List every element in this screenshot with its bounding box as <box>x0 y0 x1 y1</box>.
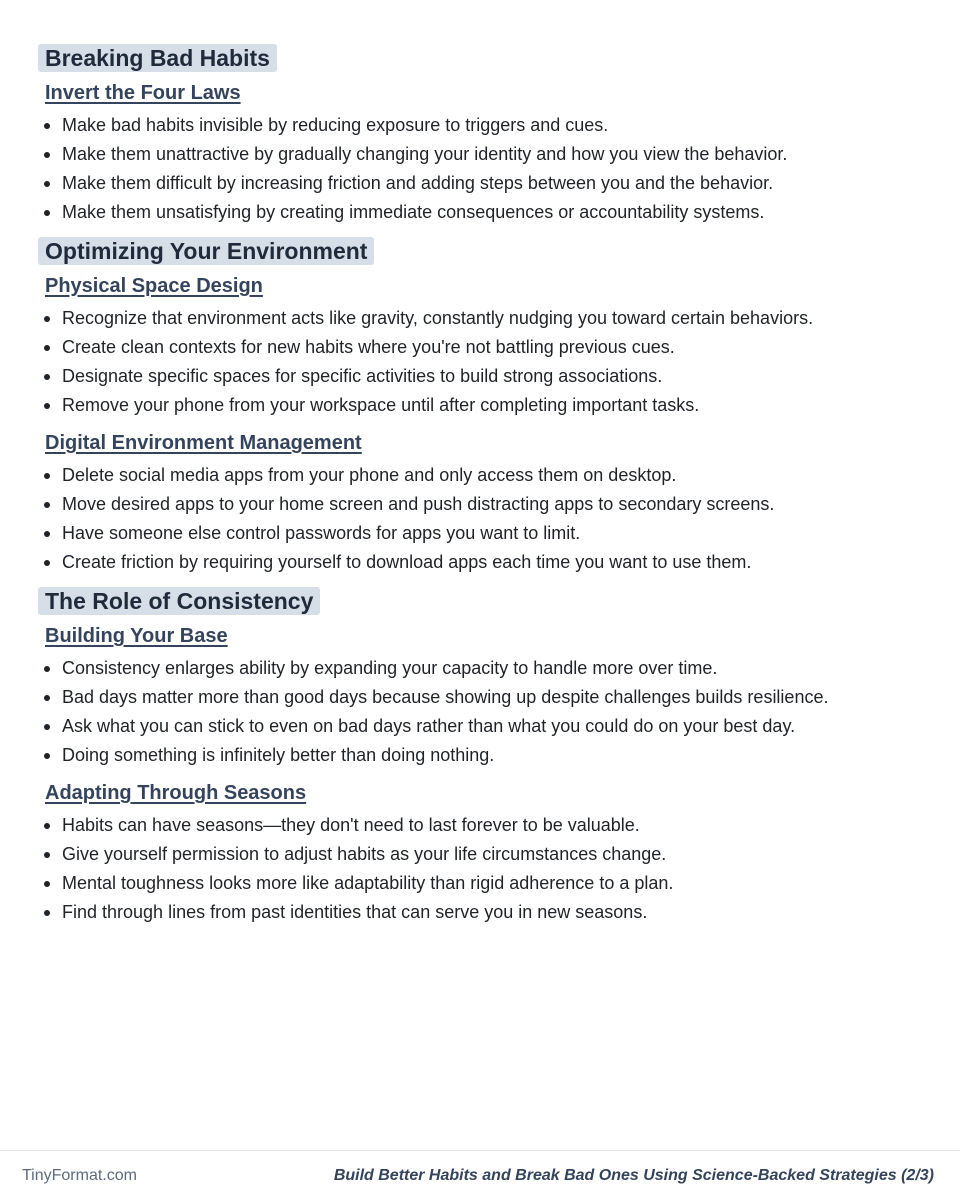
bullet-icon <box>44 531 50 537</box>
subsection-physical-space-design <box>38 273 928 420</box>
subsection-title: Digital Environment Management <box>45 432 362 454</box>
section-title: Optimizing Your Environment <box>38 237 374 265</box>
list-item-text: Make them difficult by increasing friction and adding steps between you and the behavior. <box>62 173 774 193</box>
bullet-icon <box>44 852 50 858</box>
list-item-text: Ask what you can stick to even on bad days rather than what you could do on your best day. <box>62 716 796 736</box>
section-title: Breaking Bad Habits <box>38 44 277 72</box>
list-item <box>38 140 928 169</box>
bullet-list <box>38 811 928 927</box>
bullet-icon <box>44 695 50 701</box>
subsection-invert-four-laws <box>38 80 928 227</box>
bullet-icon <box>44 123 50 129</box>
list-item <box>38 898 928 927</box>
subsection-title: Building Your Base <box>45 625 228 647</box>
list-item <box>38 362 928 391</box>
bullet-icon <box>44 316 50 322</box>
list-item <box>38 333 928 362</box>
bullet-list <box>38 461 928 577</box>
subsection-title: Invert the Four Laws <box>45 82 241 104</box>
list-item-text: Remove your phone from your workspace until after completing important tasks. <box>62 395 700 415</box>
list-item <box>38 741 928 770</box>
list-item-text: Make them unsatisfying by creating immediate consequences or accountability systems. <box>62 202 765 222</box>
list-item-text: Make bad habits invisible by reducing exposure to triggers and cues. <box>62 115 609 135</box>
bullet-icon <box>44 152 50 158</box>
list-item <box>38 490 928 519</box>
subsection-building-your-base <box>38 623 928 770</box>
list-item <box>38 461 928 490</box>
list-item-text: Delete social media apps from your phone and only access them on desktop. <box>62 465 677 485</box>
list-item <box>38 654 928 683</box>
bullet-icon <box>44 473 50 479</box>
section-title: The Role of Consistency <box>38 587 320 615</box>
section-optimizing-environment <box>38 237 928 577</box>
bullet-icon <box>44 823 50 829</box>
list-item <box>38 198 928 227</box>
bullet-icon <box>44 910 50 916</box>
list-item <box>38 519 928 548</box>
page-footer <box>0 1150 960 1201</box>
list-item <box>38 548 928 577</box>
list-item <box>38 712 928 741</box>
bullet-list <box>38 654 928 770</box>
list-item-text: Mental toughness looks more like adaptability than rigid adherence to a plan. <box>62 873 674 893</box>
footer-document-title: Build Better Habits and Break Bad Ones Using Science-Backed Strategies (2/3) <box>333 1167 934 1184</box>
list-item <box>38 304 928 333</box>
bullet-icon <box>44 881 50 887</box>
bullet-icon <box>44 666 50 672</box>
list-item <box>38 840 928 869</box>
list-item-text: Designate specific spaces for specific activities to build strong associations. <box>62 366 663 386</box>
document-body <box>38 44 928 937</box>
subsection-digital-environment <box>38 430 928 577</box>
list-item-text: Bad days matter more than good days because showing up despite challenges builds resilience. <box>62 687 829 707</box>
list-item <box>38 683 928 712</box>
list-item-text: Consistency enlarges ability by expanding your capacity to handle more over time. <box>62 658 718 678</box>
list-item <box>38 811 928 840</box>
bullet-icon <box>44 181 50 187</box>
subsection-title: Physical Space Design <box>45 275 263 297</box>
subsection-adapting-through-seasons <box>38 780 928 927</box>
section-role-of-consistency <box>38 587 928 927</box>
bullet-list <box>38 111 928 227</box>
bullet-icon <box>44 374 50 380</box>
list-item-text: Habits can have seasons—they don't need to last forever to be valuable. <box>62 815 640 835</box>
list-item <box>38 111 928 140</box>
bullet-icon <box>44 345 50 351</box>
section-breaking-bad-habits <box>38 44 928 227</box>
list-item-text: Give yourself permission to adjust habits as your life circumstances change. <box>62 844 667 864</box>
list-item-text: Create friction by requiring yourself to download apps each time you want to use them. <box>62 552 752 572</box>
bullet-list <box>38 304 928 420</box>
list-item-text: Make them unattractive by gradually changing your identity and how you view the behavior. <box>62 144 788 164</box>
list-item-text: Recognize that environment acts like gravity, constantly nudging you toward certain behaviors. <box>62 308 814 328</box>
bullet-icon <box>44 560 50 566</box>
list-item-text: Have someone else control passwords for apps you want to limit. <box>62 523 581 543</box>
subsection-title: Adapting Through Seasons <box>45 782 307 804</box>
list-item-text: Create clean contexts for new habits where you're not battling previous cues. <box>62 337 675 357</box>
list-item <box>38 869 928 898</box>
list-item <box>38 169 928 198</box>
bullet-icon <box>44 724 50 730</box>
bullet-icon <box>44 753 50 759</box>
list-item <box>38 391 928 420</box>
bullet-icon <box>44 210 50 216</box>
list-item-text: Doing something is infinitely better than doing nothing. <box>62 745 495 765</box>
footer-site-link[interactable]: TinyFormat.com <box>22 1167 137 1184</box>
bullet-icon <box>44 403 50 409</box>
list-item-text: Move desired apps to your home screen and push distracting apps to secondary screens. <box>62 494 775 514</box>
bullet-icon <box>44 502 50 508</box>
list-item-text: Find through lines from past identities that can serve you in new seasons. <box>62 902 648 922</box>
